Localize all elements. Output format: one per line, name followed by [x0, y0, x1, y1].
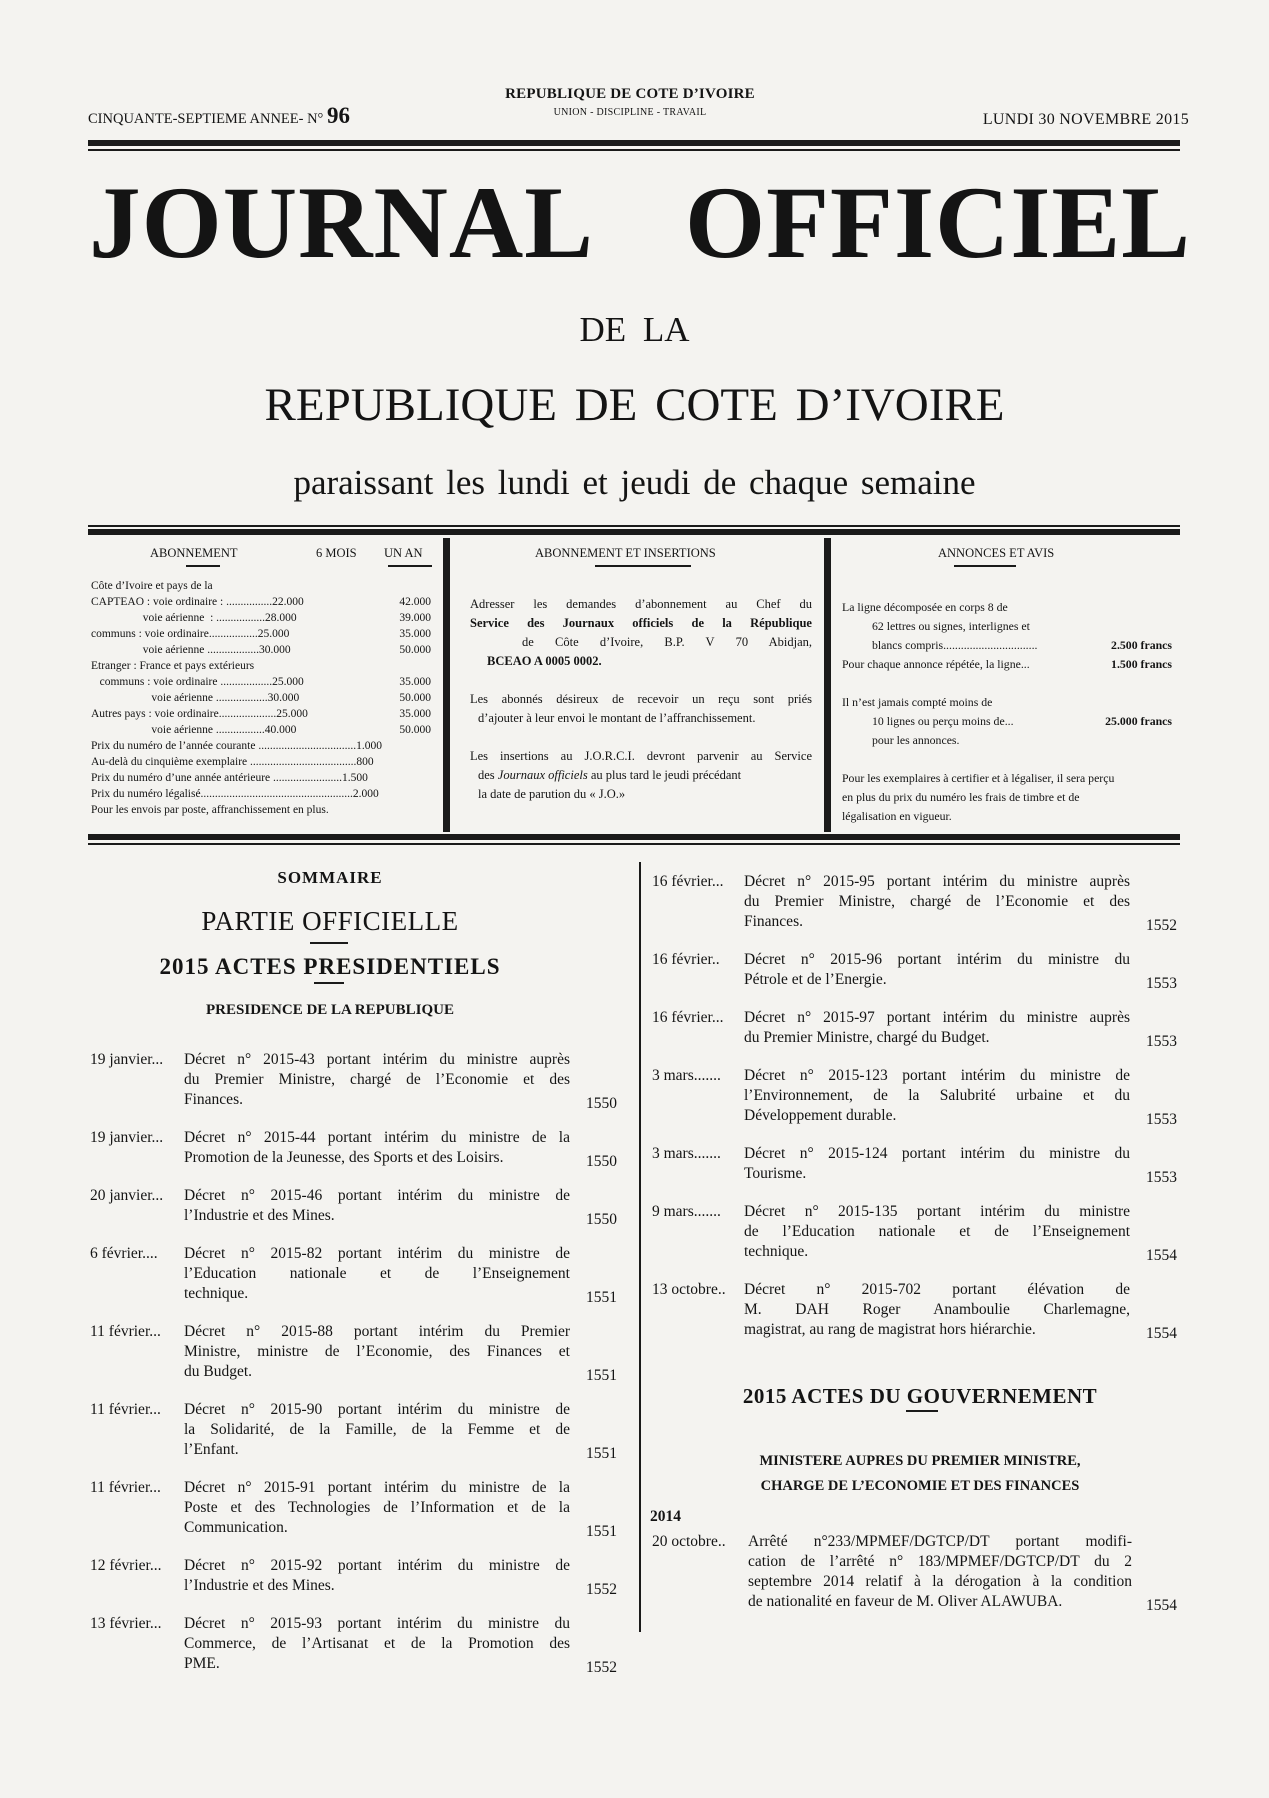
- entry-text-line: Arrêté n°233/MPMEF/DGTCP/DT portant modifi-: [748, 1533, 1132, 1550]
- entry-text-line: Décret n° 2015-96 portant intérim du ministre du: [744, 951, 1130, 968]
- entry-date: 3 mars.......: [652, 1145, 721, 1162]
- actes-presidentiels-title: 2015 ACTES PRESIDENTIELS: [159, 954, 501, 979]
- entry-text-line: Poste et des Technologies de l’Information et de la: [184, 1499, 570, 1516]
- actes-gouvernement-title: 2015 ACTES DU GOUVERNEMENT: [742, 1384, 1098, 1408]
- entry-text-line: du Premier Ministre, chargé du Budget.: [744, 1029, 990, 1046]
- entry-text-line: technique.: [744, 1243, 809, 1260]
- abonnement-row: CAPTEAO : voie ordinaire : ................22.000 42.000: [91, 596, 431, 608]
- entry-text-line: Décret n° 2015-135 portant intérim du ministre: [744, 1203, 1130, 1220]
- annonces-line: Il n’est jamais compté moins de: [842, 695, 993, 709]
- entry-page-number: 1553: [1146, 1111, 1177, 1128]
- entry-date: 20 octobre..: [652, 1533, 726, 1550]
- abonnement-an-header: UN AN: [384, 546, 423, 560]
- entry-text-line: Décret n° 2015-123 portant intérim du ministre de: [744, 1067, 1130, 1084]
- annonces-line: Pour chaque annonce répétée, la ligne... 1.500 francs: [842, 655, 1172, 674]
- insertions-text: [470, 595, 812, 804]
- entry-page-number: 1553: [1146, 1033, 1177, 1050]
- entry-text-line: Ministre, ministre de l’Economie, des Finances et: [184, 1343, 570, 1360]
- entry-page-number: 1551: [586, 1523, 617, 1540]
- abonnement-row: communs : voie ordinaire.................25.000 35.000: [91, 628, 431, 640]
- entry-text-line: Pétrole et de l’Energie.: [744, 971, 887, 988]
- sommaire-entry: [90, 1186, 636, 1226]
- entry-text-line: magistrat, au rang de magistrat hors hiérarchie.: [744, 1321, 1036, 1338]
- insertions-header: ABONNEMENT ET INSERTIONS: [535, 546, 716, 560]
- masthead-rule-thin: [88, 149, 1180, 151]
- entry-page-number: 1554: [1146, 1325, 1177, 1342]
- entry-text-line: Décret n° 2015-46 portant intérim du ministre de: [184, 1187, 570, 1204]
- entry-text-line: Décret n° 2015-88 portant intérim du Premier: [184, 1323, 570, 1340]
- journal-subtitle-de-la: DE LA: [579, 310, 690, 349]
- insertions-p3-line: la date de parution du « J.O.»: [478, 787, 626, 801]
- entry-date: 13 octobre..: [652, 1281, 726, 1298]
- entry-text-line: Décret n° 2015-82 portant intérim du ministre de: [184, 1245, 570, 1262]
- journal-subtitle-republique: REPUBLIQUE DE COTE D’IVOIRE: [264, 379, 1005, 431]
- abonnement-row: voie aérienne ..................30.000 50.000: [91, 692, 431, 704]
- sommaire-entry: [652, 1202, 1196, 1262]
- insertions-p3-line: Les insertions au J.O.R.C.I. devront parvenir au Service: [470, 749, 812, 763]
- entry-page-number: 1554: [1146, 1247, 1177, 1264]
- abonnement-an-underline: [388, 565, 432, 567]
- entry-text-line: cation de l’arrêté n° 183/MPMEF/DGTCP/DT du 2: [748, 1553, 1132, 1570]
- entry-page-number: 1551: [586, 1289, 617, 1306]
- presidence-title: PRESIDENCE DE LA REPUBLIQUE: [206, 1002, 454, 1018]
- box-top-rule-thick: [88, 529, 1180, 535]
- annonces-price: 25.000 francs: [1105, 714, 1172, 728]
- issue-number-value: 96: [326, 103, 350, 128]
- masthead-rule-thick: [88, 140, 1180, 146]
- entry-text-line: Décret n° 2015-91 portant intérim du ministre de la: [184, 1479, 570, 1496]
- annonces-line: 10 lignes ou perçu moins de... 25.000 francs: [842, 712, 1172, 731]
- sommaire-entry: [652, 950, 1196, 990]
- entry-text-line: de l’Education nationale et de l’Enseignement: [744, 1223, 1130, 1240]
- entry-text-line: Décret n° 2015-43 portant intérim du ministre auprès: [184, 1051, 570, 1068]
- abonnement-row: voie aérienne ..................30.000 50.000: [91, 644, 431, 656]
- abonnement-6mois-header: 6 MOIS: [316, 546, 357, 560]
- entry-text-line: technique.: [184, 1285, 249, 1302]
- insertions-p1-line: Service des Journaux officiels de la République: [470, 616, 812, 630]
- entry-text-line: Décret n° 2015-97 portant intérim du ministre auprès: [744, 1009, 1130, 1026]
- entry-text-line: du Premier Ministre, chargé de l’Economie et des: [744, 893, 1130, 910]
- annonces-price: 2.500 francs: [1111, 638, 1172, 652]
- entry-text-line: du Premier Ministre, chargé de l’Economie et des: [184, 1071, 570, 1088]
- issue-date: LUNDI 30 NOVEMBRE 2015: [982, 111, 1189, 128]
- insertions-header-underline: [595, 565, 691, 567]
- entry-page-number: 1551: [586, 1367, 617, 1384]
- box-bottom-rule-thin: [88, 843, 1180, 845]
- entry-text-line: l’Environnement, de la Salubrité urbaine et du: [744, 1087, 1130, 1104]
- annonces-text: [842, 598, 1172, 826]
- annonces-line: Pour les exemplaires à certifier et à légaliser, il sera perçu: [842, 771, 1115, 785]
- annonces-header-underline: [954, 565, 1016, 567]
- publication-frequency: paraissant les lundi et jeudi de chaque semaine: [293, 463, 976, 502]
- entry-date: 11 février...: [90, 1401, 161, 1418]
- sommaire-entry: [652, 872, 1196, 932]
- box-divider-1: [443, 538, 450, 832]
- sommaire-entry: [90, 1400, 636, 1460]
- entry-page-number: 1550: [586, 1211, 617, 1228]
- entry-text-line: Décret n° 2015-44 portant intérim du ministre de la: [184, 1129, 570, 1146]
- abonnement-row: voie aérienne .................40.000 50.000: [91, 724, 431, 736]
- entry-text-line: Décret n° 2015-90 portant intérim du ministre de: [184, 1401, 570, 1418]
- partie-underline: [310, 942, 348, 944]
- year-label: 2014: [650, 1508, 681, 1525]
- actes-pres-underline: [314, 982, 344, 984]
- insertions-p2-line: Les abonnés désireux de recevoir un reçu sont priés: [470, 692, 812, 706]
- entry-date: 19 janvier...: [90, 1051, 164, 1068]
- entry-date: 16 février..: [652, 951, 720, 968]
- sommaire-entry: [90, 1478, 636, 1538]
- entry-page-number: 1552: [1146, 917, 1177, 934]
- entry-page-number: 1553: [1146, 1169, 1177, 1186]
- entry-text-line: Tourisme.: [744, 1165, 807, 1182]
- header-republique: REPUBLIQUE DE COTE D’IVOIRE: [505, 86, 755, 102]
- insertions-p2-line: d’ajouter à leur envoi le montant de l’affranchissement.: [478, 711, 756, 725]
- entry-text-line: du Budget.: [184, 1363, 253, 1380]
- entry-date: 12 février...: [90, 1557, 162, 1574]
- sommaire-entry: [652, 1532, 1196, 1612]
- box-bottom-rule-thick: [88, 834, 1180, 840]
- abonnement-row: Prix du numéro de l’année courante ..................................1.000: [91, 740, 382, 752]
- entry-date: 11 février...: [90, 1479, 161, 1496]
- entry-text-line: PME.: [184, 1655, 220, 1672]
- sommaire-entry: [90, 1244, 636, 1304]
- partie-officielle-title: PARTIE OFFICIELLE: [201, 906, 459, 936]
- ministere-line: CHARGE DE L’ECONOMIE ET DES FINANCES: [760, 1478, 1080, 1494]
- abonnement-table: [91, 578, 431, 818]
- header-devise: UNION - DISCIPLINE - TRAVAIL: [553, 107, 707, 118]
- sommaire-entry: [652, 1280, 1196, 1340]
- issue-year-label: CINQUANTE-SEPTIEME ANNEE- N°: [88, 111, 324, 127]
- sommaire-entry: [90, 1322, 636, 1382]
- sommaire-entry: [652, 1144, 1196, 1184]
- entry-text-line: Communication.: [184, 1519, 288, 1536]
- journal-title: JOURNAL OFFICIEL: [89, 166, 1191, 280]
- abonnement-row: Prix du numéro d’une année antérieure ........................1.500: [91, 772, 368, 784]
- entry-text-line: l’Industrie et des Mines.: [184, 1207, 335, 1224]
- sommaire-entry: [652, 1066, 1196, 1126]
- entry-text-line: M. DAH Roger Anamboulie Charlemagne,: [744, 1301, 1130, 1318]
- ministere-title: [690, 1449, 1150, 1499]
- entry-text-line: Décret n° 2015-124 portant intérim du ministre du: [744, 1145, 1130, 1162]
- entry-date: 11 février...: [90, 1323, 161, 1340]
- entry-text-line: la Solidarité, de la Famille, de la Femme et de: [184, 1421, 570, 1438]
- entry-page-number: 1554: [1146, 1597, 1177, 1614]
- ministere-line: MINISTERE AUPRES DU PREMIER MINISTRE,: [759, 1453, 1081, 1469]
- sommaire-entry: [90, 1556, 636, 1596]
- abonnement-row: Au-delà du cinquième exemplaire .....................................800: [91, 756, 374, 768]
- entry-text-line: de nationalité en faveur de M. Oliver ALAWUBA.: [748, 1593, 1063, 1610]
- annonces-line: blancs compris................................ 2.500 francs: [842, 636, 1172, 655]
- entry-date: 13 février...: [90, 1615, 162, 1632]
- entry-text-line: Décret n° 2015-702 portant élévation de: [744, 1281, 1130, 1298]
- entry-text-line: Promotion de la Jeunesse, des Sports et des Loisirs.: [184, 1149, 504, 1166]
- entry-date: 3 mars.......: [652, 1067, 721, 1084]
- insertions-p1-line: de Côte d’Ivoire, B.P. V 70 Abidjan,: [522, 635, 812, 649]
- issue-number: [88, 103, 350, 129]
- entry-text-line: Développement durable.: [744, 1107, 897, 1124]
- box-top-rule-thin: [88, 525, 1180, 527]
- annonces-line: en plus du prix du numéro les frais de timbre et de: [842, 790, 1080, 804]
- abonnement-row: communs : voie ordinaire ..................25.000 35.000: [91, 676, 431, 688]
- entry-page-number: 1550: [586, 1153, 617, 1170]
- sommaire-entry: [90, 1050, 636, 1110]
- entry-text-line: Finances.: [184, 1091, 243, 1108]
- entry-date: 9 mars.......: [652, 1203, 721, 1220]
- annonces-line: pour les annonces.: [872, 733, 960, 747]
- sommaire-column-divider: [639, 862, 641, 1632]
- entry-page-number: 1552: [586, 1581, 617, 1598]
- insertions-p1-line: Adresser les demandes d’abonnement au Chef du: [470, 597, 812, 611]
- entry-text-line: Finances.: [744, 913, 803, 930]
- entry-text-line: Décret n° 2015-95 portant intérim du ministre auprès: [744, 873, 1130, 890]
- entry-text-line: Décret n° 2015-93 portant intérim du ministre du: [184, 1615, 570, 1632]
- annonces-line: La ligne décomposée en corps 8 de: [842, 600, 1008, 614]
- sommaire-entry: [90, 1614, 636, 1674]
- entry-text-line: Commerce, de l’Artisanat et de la Promotion des: [184, 1635, 570, 1652]
- annonces-price: 1.500 francs: [1111, 657, 1172, 671]
- entry-date: 19 janvier...: [90, 1129, 164, 1146]
- annonces-header: ANNONCES ET AVIS: [938, 546, 1055, 560]
- box-divider-2: [824, 538, 831, 832]
- entry-page-number: 1553: [1146, 975, 1177, 992]
- entry-date: 20 janvier...: [90, 1187, 164, 1204]
- abonnement-header: ABONNEMENT: [150, 546, 238, 560]
- entry-text-line: Décret n° 2015-92 portant intérim du ministre de: [184, 1557, 570, 1574]
- sommaire-entry: [652, 1008, 1196, 1048]
- abonnement-row: voie aérienne : .................28.000 39.000: [91, 612, 431, 624]
- abonnement-row: Etranger : France et pays extérieurs: [91, 660, 255, 672]
- sommaire-title: SOMMAIRE: [277, 868, 383, 887]
- annonces-line: 62 lettres ou signes, interlignes et: [872, 619, 1030, 633]
- sommaire-entry: [90, 1128, 636, 1168]
- abonnement-row: Côte d’Ivoire et pays de la: [91, 580, 213, 592]
- annonces-line: légalisation en vigueur.: [842, 809, 952, 823]
- insertions-p3-line: des Journaux officiels au plus tard le jeudi précédant: [478, 768, 742, 782]
- insertions-p1-line: BCEAO A 0005 0002.: [487, 654, 602, 668]
- entry-text-line: septembre 2014 relatif à la dérogation à la condition: [748, 1573, 1132, 1590]
- abonnement-row: Pour les envois par poste, affranchissement en plus.: [91, 804, 329, 816]
- actes-gouv-underline: [906, 1410, 938, 1412]
- abonnement-row: Autres pays : voie ordinaire....................25.000 35.000: [91, 708, 431, 720]
- abonnement-header-underline: [186, 565, 220, 567]
- entry-page-number: 1552: [586, 1659, 617, 1676]
- entry-page-number: 1551: [586, 1445, 617, 1462]
- entry-date: 16 février...: [652, 1009, 724, 1026]
- entry-text-line: l’Enfant.: [184, 1441, 239, 1458]
- entry-date: 16 février...: [652, 873, 724, 890]
- entry-date: 6 février....: [90, 1245, 158, 1262]
- entry-text-line: l’Education nationale et de l’Enseignement: [184, 1265, 570, 1282]
- abonnement-row: Prix du numéro légalisé.....................................................2.000: [91, 788, 379, 800]
- entry-text-line: l’Industrie et des Mines.: [184, 1577, 335, 1594]
- entry-page-number: 1550: [586, 1095, 617, 1112]
